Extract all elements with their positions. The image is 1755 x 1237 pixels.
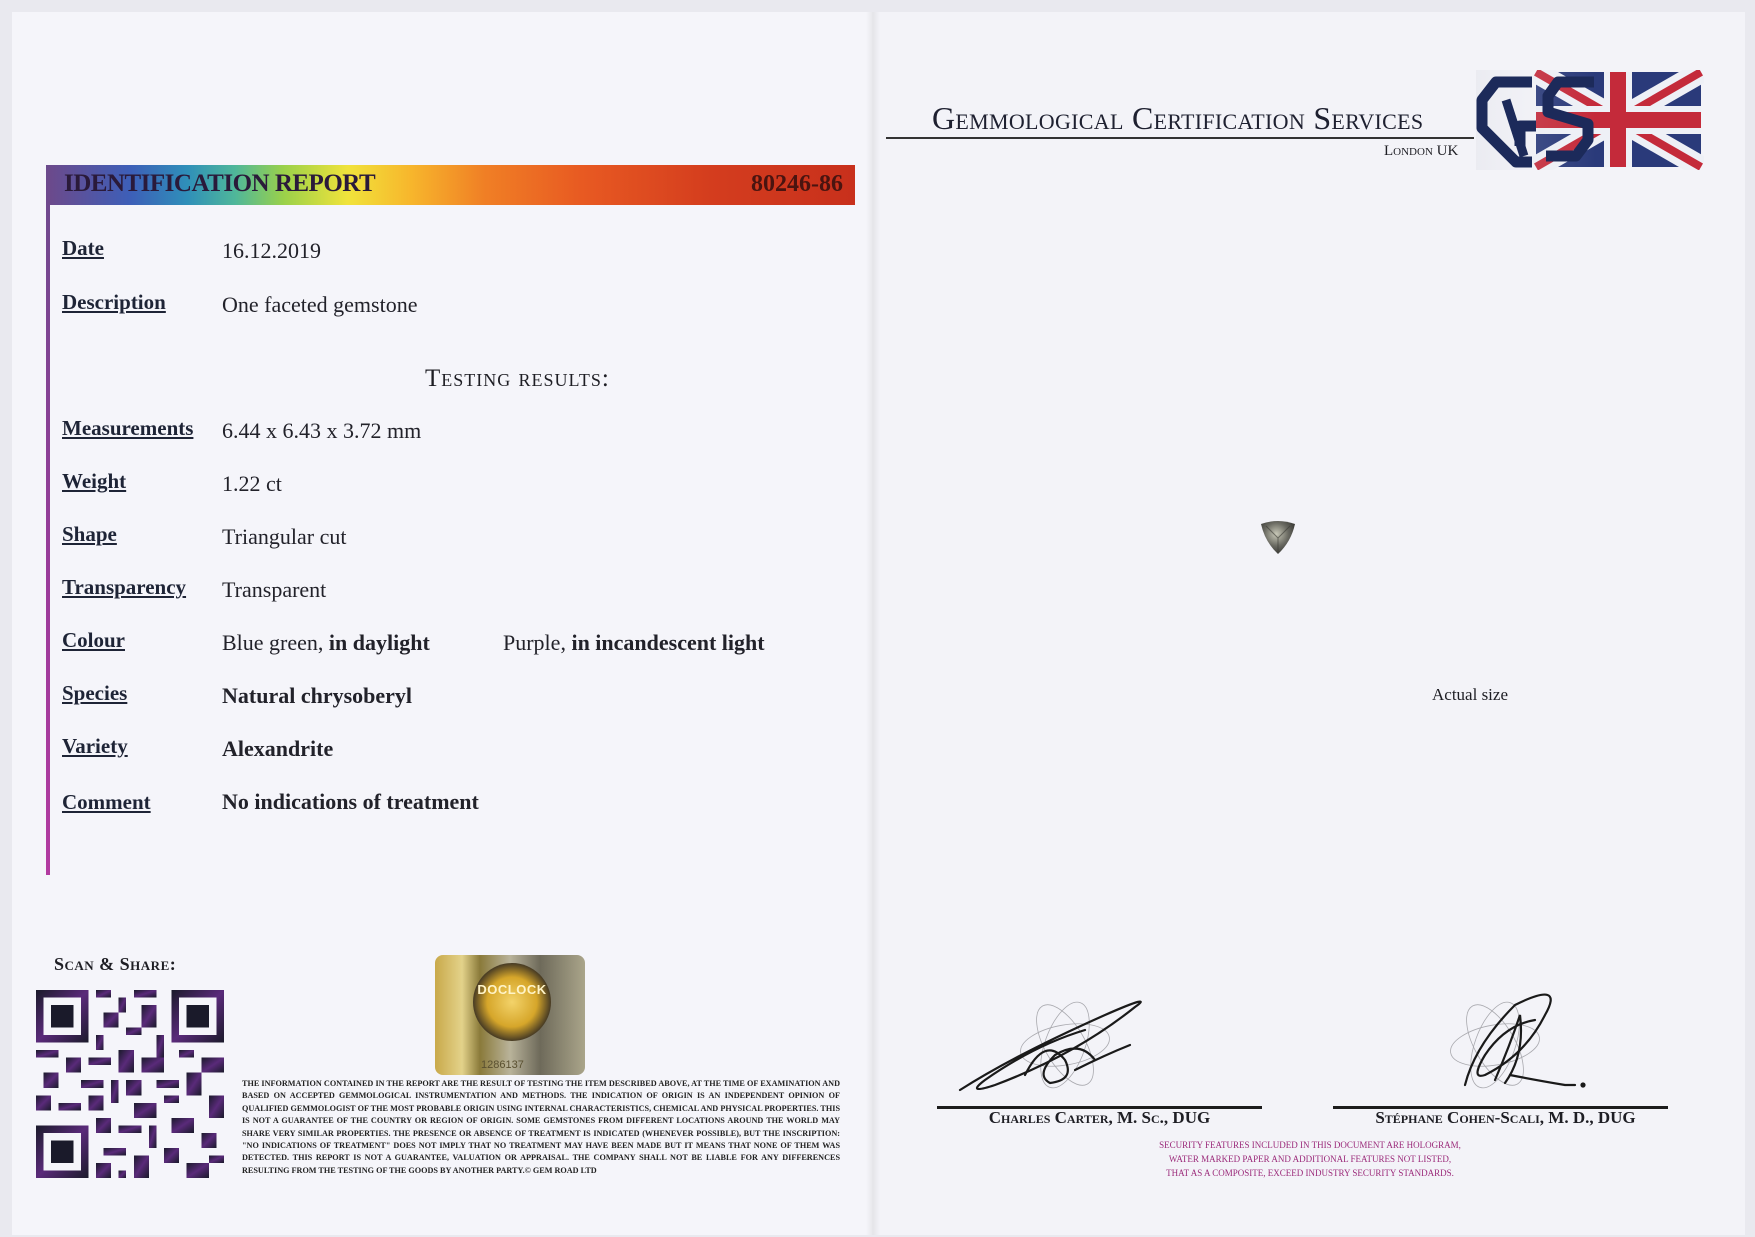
security-note (1080, 1138, 1540, 1180)
security-line-3: THAT AS A COMPOSITE, EXCEED INDUSTRY SECURITY STANDARDS. (1166, 1168, 1454, 1178)
left-accent-bar (46, 165, 50, 875)
colour-incandescent-note: in incandescent light (571, 630, 765, 655)
security-line-1: SECURITY FEATURES INCLUDED IN THIS DOCUMENT ARE HOLOGRAM, (1159, 1140, 1461, 1150)
report-number: 80246-86 (751, 171, 843, 197)
company-location: London UK (1384, 143, 1459, 159)
testing-heading: Testing results: (425, 365, 610, 392)
label-colour: Colour (62, 628, 125, 652)
report-header (50, 165, 855, 205)
hologram-label: DOCLOCK (477, 982, 547, 997)
label-description: Description (62, 290, 166, 314)
signatory-name-1: Charles Carter, M. Sc., DUG (988, 1108, 1211, 1127)
label-shape: Shape (62, 522, 117, 546)
label-measurements: Measurements (62, 416, 194, 440)
doclock-hologram (435, 955, 585, 1075)
hologram-serial: 1286137 (481, 1059, 524, 1071)
gem-caption: Actual size (1432, 685, 1508, 704)
qr-code[interactable] (36, 990, 224, 1178)
value-description: One faceted gemstone (222, 292, 418, 317)
value-variety: Alexandrite (222, 736, 334, 761)
hologram-seal (473, 963, 551, 1041)
value-date: 16.12.2019 (222, 238, 321, 263)
colour-incandescent: Purple, (503, 630, 566, 655)
label-date: Date (62, 236, 104, 260)
disclaimer-text: THE INFORMATION CONTAINED IN THE REPORT ARE THE RESULT OF TESTING THE ITEM DESCRIBED ABOVE, AT THE TIME OF EXAMINATION AND BASED ON ACCEPTED GEMMOLOGICAL INSTRUMENTATION AND METHODS. THE INDICATION OF ORIGIN IS AN INDEPENDENT OPINION OF QUALIFIED GEMMOLOGIST OF THE MOST PROBABLE ORIGIN USING INTERNAL CHARACTERISTICS, CHEMICAL AND PHYSICAL PROPERTIES. THIS IS NOT A GUARANTEE OF THE COUNTRY OR REGION OF ORIGIN. SOME GEMSTONES FROM DIFFERENT LOCATIONS AROUND THE WORLD MAY SHARE VERY SIMILAR PROPERTIES. THE PRESENCE OR ABSENCE OF TREATMENT IS INDICATED (WHENEVER POSSIBLE), BUT THE INSCRIPTION: "NO INDICATIONS OF TREATMENT" DOES NOT IMPLY THAT NO TREATMENT MAY HAVE BEEN MADE BUT IT MEANS THAT NONE OF THEM WAS DETECTED. THIS REPORT IS NOT A GUARANTEE, VALUATION OR APPRAISAL. THE COMPANY SHALL NOT BE LIABLE FOR ANY DIFFERENCES RESULTING FROM THE TESTING OF THE GOODS BY ANOTHER PARTY.© GEM ROAD LTD (242, 1079, 840, 1175)
page-fold (866, 12, 880, 1235)
label-species: Species (62, 681, 128, 705)
colour-daylight: Blue green, (222, 630, 324, 655)
label-weight: Weight (62, 469, 127, 493)
value-colour-daylight (222, 630, 430, 656)
signature-cohen-scali (1425, 985, 1595, 1100)
company-name: Gemmological Certification Services (932, 100, 1424, 136)
label-comment: Comment (62, 790, 151, 814)
gcs-logo (1476, 70, 1704, 170)
company-rule (886, 137, 1474, 139)
value-species: Natural chrysoberyl (222, 683, 413, 708)
value-shape: Triangular cut (222, 524, 347, 549)
report-title: IDENTIFICATION REPORT (64, 170, 376, 197)
signature-carter (955, 985, 1165, 1100)
gemstone-image (1258, 518, 1298, 556)
signatory-name-2: Stéphane Cohen-Scali, M. D., DUG (1375, 1108, 1636, 1127)
label-variety: Variety (62, 734, 128, 758)
value-colour-incandescent (503, 630, 765, 656)
scan-share-title: Scan & Share: (54, 954, 177, 974)
label-transparency: Transparency (62, 575, 187, 599)
value-comment: No indications of treatment (222, 789, 479, 814)
security-line-2: WATER MARKED PAPER AND ADDITIONAL FEATURES NOT LISTED, (1168, 1154, 1452, 1164)
colour-daylight-note: in daylight (328, 630, 430, 655)
value-measurements: 6.44 x 6.43 x 3.72 mm (222, 418, 422, 443)
value-transparency: Transparent (222, 577, 327, 602)
value-weight: 1.22 ct (222, 471, 282, 496)
